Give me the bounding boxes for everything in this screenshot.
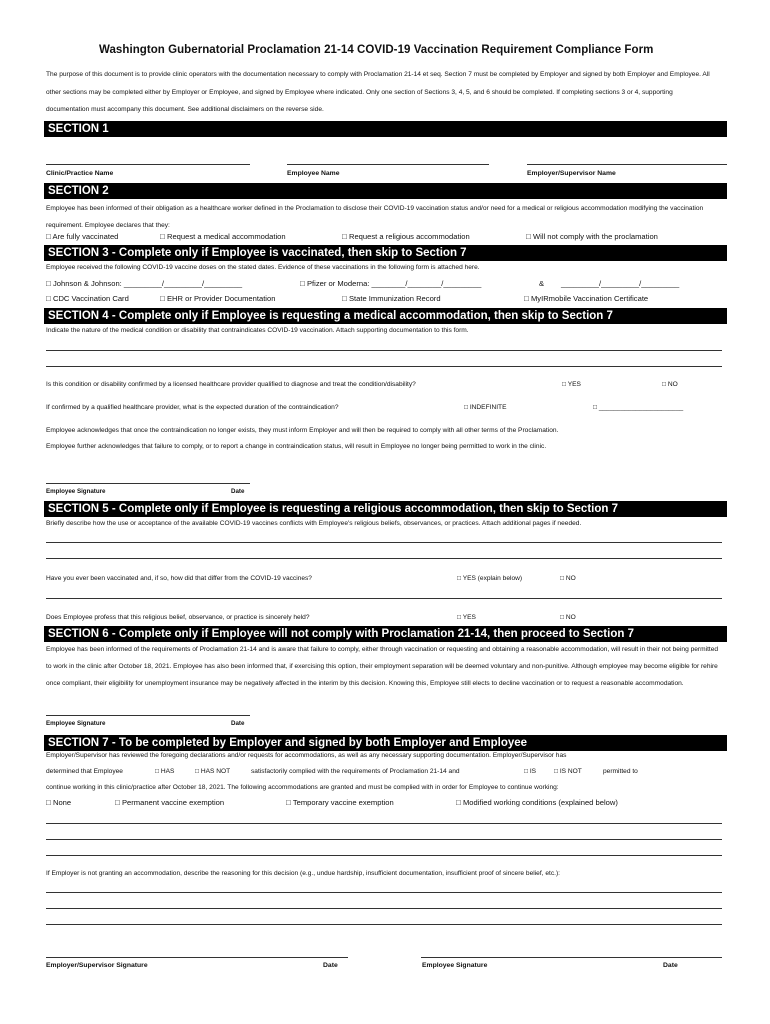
checkbox-icon[interactable]: □	[457, 575, 461, 582]
modified-conditions-option[interactable]: □ Modified working conditions (explained below)	[456, 798, 618, 807]
date-label: Date	[231, 720, 245, 727]
reasoning-line[interactable]	[46, 908, 722, 909]
prior-vaccination-question: Have you ever been vaccinated and, if so, how did that differ from the COVID-19 vaccines?	[46, 575, 312, 582]
section-4-text: Indicate the nature of the medical condition or disability that contraindicates COVID-19 vaccination. Attach supporting documentation to this form.	[46, 327, 469, 334]
reasoning-line[interactable]	[46, 892, 722, 893]
clinic-name-label: Clinic/Practice Name	[46, 170, 114, 177]
employer-signature-label: Employer/Supervisor Signature	[46, 962, 148, 969]
medical-condition-line[interactable]	[46, 366, 722, 367]
sincere-no-option[interactable]: □ NO	[560, 614, 576, 621]
religious-belief-line[interactable]	[46, 558, 722, 559]
section-2-header: SECTION 2	[44, 183, 727, 199]
medical-accommodation-option[interactable]: □ Request a medical accommodation	[160, 232, 286, 241]
not-granting-question: If Employer is not granting an accommodation, describe the reasoning for this decision (e.g., undue hardship, insufficient documentation, insufficient proof of sincere belief, etc.):	[46, 870, 560, 877]
employee-signature-line[interactable]	[46, 715, 250, 716]
section-7-line-3: continue working in this clinic/practice after October 18, 2021. The following accommodations are granted and must be complied with in order for Employee to continue working:	[46, 784, 559, 791]
is-option[interactable]: □ IS	[524, 768, 537, 775]
acknowledgement-2: Employee further acknowledges that failure to comply, or to report a change in contraindication status, will result in Employee no longer being permitted to work in the clinic.	[46, 443, 547, 450]
employer-name-line[interactable]	[527, 164, 727, 165]
employee-name-line[interactable]	[287, 164, 489, 165]
pfizer-moderna-option[interactable]: □ Pfizer or Moderna: ________/________/_________	[300, 279, 482, 288]
section-4-header: SECTION 4 - Complete only if Employee is requesting a medical accommodation, then skip to Section 7	[44, 308, 727, 324]
employee-date-label: Date	[663, 962, 678, 969]
explanation-line[interactable]	[46, 598, 722, 599]
section-7-line-1: Employer/Supervisor has reviewed the foregoing declarations and/or requests for accommodations, as well as any necessary supporting documentation. Employer/Supervisor has	[46, 752, 567, 759]
has-not-option[interactable]: □ HAS NOT	[195, 768, 231, 775]
johnson-option[interactable]: □ Johnson & Johnson: _________/_________/_________	[46, 279, 243, 288]
accommodation-line[interactable]	[46, 823, 722, 824]
confirmed-yes-option[interactable]: □ YES	[562, 381, 581, 388]
section-6-text: Employee has been informed of the requirements of Proclamation 21-14 and is aware that failure to comply, either through vaccination or requesting and obtaining a reasonable accommodation, will result in their not being permitted to work in the clinic after October 18, 2021. Employee has also been informed that, if exercising this option, their employment separation will be deemed voluntary and non-punitive. Although employee may become eligible for rehire once compliant, their eligibility for unemployment insurance may be negatively affected in the interim by this decision. Knowing this, Employee still elects to decline vaccination or to request a reasonable accommodation.	[46, 646, 719, 687]
section-5-text: Briefly describe how the use or acceptance of the available COVID-19 vaccines conflicts with Employee's religious beliefs, observances, or practices. Attach additional pages if needed.	[46, 520, 582, 527]
checkbox-icon[interactable]: □	[195, 768, 199, 775]
employee-signature-label: Employee Signature	[422, 962, 488, 969]
checkbox-icon[interactable]: □	[46, 294, 51, 303]
employee-signature-line[interactable]	[46, 483, 250, 484]
form-title: Washington Gubernatorial Proclamation 21-14 COVID-19 Vaccination Requirement Compliance Form	[99, 44, 654, 56]
checkbox-icon[interactable]: □	[554, 768, 558, 775]
ehr-option[interactable]: □ EHR or Provider Documentation	[160, 294, 276, 303]
checkbox-icon[interactable]: □	[300, 279, 305, 288]
sincere-yes-option[interactable]: □ YES	[457, 614, 476, 621]
section-2-text: Employee has been informed of their obligation as a healthcare worker defined in the Proclamation to disclose their COVID-19 vaccination status and/or need for a medical or religious accommodation modifying the vaccination requirement. Employee declares that they:	[46, 205, 704, 229]
duration-option[interactable]: □ _______________________	[593, 404, 684, 411]
employer-date-label: Date	[323, 962, 338, 969]
checkbox-icon[interactable]: □	[160, 232, 165, 241]
state-record-option[interactable]: □ State Immunization Record	[342, 294, 441, 303]
checkbox-icon[interactable]: □	[160, 294, 165, 303]
checkbox-icon[interactable]: □	[464, 404, 468, 411]
section-7-header: SECTION 7 - To be completed by Employer and signed by both Employer and Employee	[44, 735, 727, 751]
checkbox-icon[interactable]: □	[562, 381, 566, 388]
prior-no-option[interactable]: □ NO	[560, 575, 576, 582]
checkbox-icon[interactable]: □	[560, 614, 564, 621]
none-option[interactable]: □ None	[46, 798, 72, 807]
confirmed-question: Is this condition or disability confirmed by a licensed healthcare provider qualified to diagnose and treat the condition/disability?	[46, 381, 416, 388]
checkbox-icon[interactable]: □	[560, 575, 564, 582]
section-6-header: SECTION 6 - Complete only if Employee will not comply with Proclamation 21-14, then proceed to Section 7	[44, 626, 727, 642]
is-not-option[interactable]: □ IS NOT	[554, 768, 582, 775]
checkbox-icon[interactable]: □	[526, 232, 531, 241]
section-3-text: Employee received the following COVID-19 vaccine doses on the stated dates. Evidence of these vaccinations in the following form is attached here.	[46, 264, 480, 271]
permanent-exemption-option[interactable]: □ Permanent vaccine exemption	[115, 798, 225, 807]
permitted-text: permitted to	[603, 768, 638, 775]
intro-paragraph: The purpose of this document is to provide clinic operators with the documentation necessary to comply with Proclamation 21-14 et seq. Section 7 must be completed by Employer and signed by both Employer and Employee. All other sections may be completed either by Employer or Employee, and signed by Employee where indicated. Only one section of Sections 3, 4, 5, and 6 should be completed. If completing sections 3 or 4, supporting documentation must accompany this document. See additional disclaimers on the reverse side.	[46, 71, 710, 113]
checkbox-icon[interactable]: □	[342, 294, 347, 303]
sincerely-held-question: Does Employee profess that this religious belief, observance, or practice is sincerely held?	[46, 614, 310, 621]
indefinite-option[interactable]: □ INDEFINITE	[464, 404, 507, 411]
has-option[interactable]: □ HAS	[155, 768, 175, 775]
determined-text: determined that Employee	[46, 768, 123, 775]
checkbox-icon[interactable]: □	[342, 232, 347, 241]
checkbox-icon[interactable]: □	[46, 279, 51, 288]
checkbox-icon[interactable]: □	[593, 404, 597, 411]
duration-question: If confirmed by a qualified healthcare provider, what is the expected duration of the contraindication?	[46, 404, 339, 411]
reasoning-line[interactable]	[46, 924, 722, 925]
clinic-name-line[interactable]	[46, 164, 250, 165]
second-dose-dates[interactable]: _________/_________/_________	[561, 279, 680, 288]
ampersand: &	[539, 279, 545, 288]
fully-vaccinated-option[interactable]: □ Are fully vaccinated	[46, 232, 119, 241]
section-1-header: SECTION 1	[44, 121, 727, 137]
date-label: Date	[231, 488, 245, 495]
checkbox-icon[interactable]: □	[155, 768, 159, 775]
checkbox-icon[interactable]: □	[115, 798, 120, 807]
confirmed-no-option[interactable]: □ NO	[662, 381, 678, 388]
prior-yes-option[interactable]: □ YES (explain below)	[457, 575, 523, 582]
religious-accommodation-option[interactable]: □ Request a religious accommodation	[342, 232, 470, 241]
checkbox-icon[interactable]: □	[524, 294, 529, 303]
accommodation-line[interactable]	[46, 839, 722, 840]
religious-belief-line[interactable]	[46, 542, 722, 543]
employee-signature-label: Employee Signature	[46, 488, 106, 495]
accommodation-line[interactable]	[46, 855, 722, 856]
employee-signature-label: Employee Signature	[46, 720, 106, 727]
satisfactorily-text: satisfactorily complied with the requirements of Proclamation 21-14 and	[251, 768, 460, 775]
employer-name-label: Employer/Supervisor Name	[527, 170, 616, 177]
checkbox-icon[interactable]: □	[46, 798, 51, 807]
acknowledgement-1: Employee acknowledges that once the contraindication no longer exists, they must inform Employer and will then be required to comply with all other terms of the Proclamation.	[46, 427, 559, 434]
employee-signature-line[interactable]	[421, 957, 722, 958]
temporary-exemption-option[interactable]: □ Temporary vaccine exemption	[286, 798, 394, 807]
employee-name-label: Employee Name	[287, 170, 340, 177]
employer-signature-line[interactable]	[46, 957, 348, 958]
myir-option[interactable]: □ MyIRmobile Vaccination Certificate	[524, 294, 649, 303]
section-3-header: SECTION 3 - Complete only if Employee is vaccinated, then skip to Section 7	[44, 245, 727, 261]
cdc-card-option[interactable]: □ CDC Vaccination Card	[46, 294, 129, 303]
section-5-header: SECTION 5 - Complete only if Employee is requesting a religious accommodation, then skip to Section 7	[44, 501, 727, 517]
checkbox-icon[interactable]: □	[286, 798, 291, 807]
checkbox-icon[interactable]: □	[46, 232, 51, 241]
will-not-comply-option[interactable]: □ Will not comply with the proclamation	[526, 232, 658, 241]
checkbox-icon[interactable]: □	[662, 381, 666, 388]
medical-condition-line[interactable]	[46, 350, 722, 351]
checkbox-icon[interactable]: □	[524, 768, 528, 775]
checkbox-icon[interactable]: □	[456, 798, 461, 807]
checkbox-icon[interactable]: □	[457, 614, 461, 621]
